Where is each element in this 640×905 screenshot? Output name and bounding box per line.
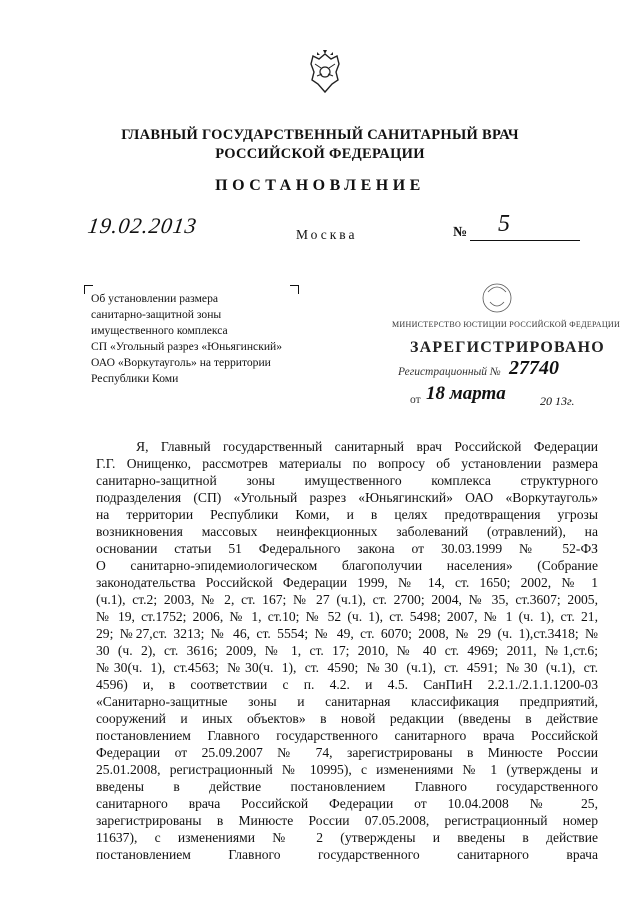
body-line: 30 (ч. 2), ст. 3616; 2009, № 1, ст. 17; 2010, № 40 ст. 4969; 2011, №1,ст.6; xyxy=(96,643,598,658)
body-line: Федерации от 25.09.2007 № 74, зарегистрированы в Минюсте России xyxy=(96,745,598,760)
document-body xyxy=(96,438,598,863)
document-city: Москва xyxy=(296,227,358,242)
subject-line: ОАО «Воркутауголь» на территории xyxy=(91,356,271,369)
issuer-title xyxy=(0,126,640,164)
body-line: санитарно-защитной зоны имущественного комплекса структурного xyxy=(96,473,598,488)
body-line: санитарного врача Российской Федерации от 10.04.2008 № 25, xyxy=(96,796,598,811)
state-emblem-icon xyxy=(305,50,345,96)
body-line: возникновения массовых неинфекционных заболеваний (отравлений), на xyxy=(96,524,598,539)
body-line: введены в действие постановлением Главного государственного xyxy=(96,779,598,794)
stamp-ministry: МИНИСТЕРСТВО ЮСТИЦИИ РОССИЙСКОЙ ФЕДЕРАЦИИ xyxy=(392,320,621,329)
body-line: «Санитарно-защитные зоны и санитарная классификация предприятий, xyxy=(96,694,598,709)
stamp-reg-number: 27740 xyxy=(509,357,559,379)
body-line: законодательства Российской Федерации 1999, № 14, ст. 1650; 2002, № 1 xyxy=(96,575,598,590)
body-line: на территории Республики Коми, и в целях предотвращения угрозы xyxy=(96,507,598,522)
subject-line: имущественного комплекса xyxy=(91,324,228,337)
stamp-reg-label: Регистрационный № xyxy=(398,366,501,378)
body-line: подразделения (СП) «Угольный разрез «Юньягинский» ОАО «Воркутауголь» xyxy=(96,490,598,505)
issuer-title-line1: ГЛАВНЫЙ ГОСУДАРСТВЕННЫЙ САНИТАРНЫЙ ВРАЧ xyxy=(121,127,519,143)
stamp-reg-year: 20 13г. xyxy=(540,394,575,408)
body-line: Г.Г. Онищенко, рассмотрев материалы по вопросу об установлении размера xyxy=(96,456,598,471)
body-line: (ч.1), ст.2; 2003, № 2, ст. 167; № 27 (ч.1), ст. 2700; 2004, № 35, ст.3607; 2005, xyxy=(96,592,598,607)
body-line: 25.01.2008, регистрационный № 10995), с изменениями № 1 (утверждены и xyxy=(96,762,598,777)
document-number-label: № xyxy=(453,225,468,240)
body-line: Я, Главный государственный санитарный врач Российской Федерации xyxy=(136,439,598,454)
body-line: 11637), с изменениями № 2 (утверждены и введены в действие xyxy=(96,830,598,845)
document-number: 5 xyxy=(498,211,510,237)
document-subject xyxy=(91,291,306,387)
body-line: 29; №27,ст. 3213; № 46, ст. 5554; № 49, ст. 6070; 2008, № 29 (ч. 1),ст.3418; № xyxy=(96,626,598,641)
body-line: №30(ч. 1), ст.4563; №30(ч. 1), ст. 4590; №30 (ч.1), ст. 4591; №30 (ч.1), ст. xyxy=(96,660,598,675)
body-line: зарегистрированы в Минюсте России 07.05.2008, регистрационный номер xyxy=(96,813,598,828)
stamp-from-label: от xyxy=(410,394,421,406)
subject-line: СП «Угольный разрез «Юньягинский» xyxy=(91,340,283,353)
body-line: постановлением Главного государственного санитарного врача xyxy=(96,847,598,862)
body-line: постановлением Главного государственного санитарного врача Российской xyxy=(96,728,598,743)
body-line: сооружений и иных объектов» в новой редакции (введены в действие xyxy=(96,711,598,726)
body-line: 4596) и, в соответствии с п. 4.2. и 4.5. СанПиН 2.2.1./2.1.1.1200-03 xyxy=(96,677,598,692)
document-type: ПОСТАНОВЛЕНИЕ xyxy=(215,177,425,194)
subject-line: Республики Коми xyxy=(91,372,179,385)
body-line: основании статьи 51 Федерального закона от 30.03.1999 № 52-ФЗ xyxy=(96,541,598,556)
document-number-underline xyxy=(470,240,580,241)
subject-line: санитарно-защитной зоны xyxy=(91,308,222,321)
subject-line: Об установлении размера xyxy=(91,292,219,305)
document-date: 19.02.2013 xyxy=(86,213,199,238)
body-line: № 19, ст.1752; 2006, № 1, ст.10; № 52 (ч. 1), ст. 5498; 2007, № 1 (ч. 1), ст. 21, xyxy=(96,609,598,624)
stamp-registered: ЗАРЕГИСТРИРОВАНО xyxy=(410,339,605,356)
body-line: О санитарно-эпидемиологическом благополучии населения» (Собрание xyxy=(96,558,598,573)
stamp-reg-date: 18 марта xyxy=(426,383,506,404)
issuer-title-line2: РОССИЙСКОЙ ФЕДЕРАЦИИ xyxy=(215,146,425,162)
